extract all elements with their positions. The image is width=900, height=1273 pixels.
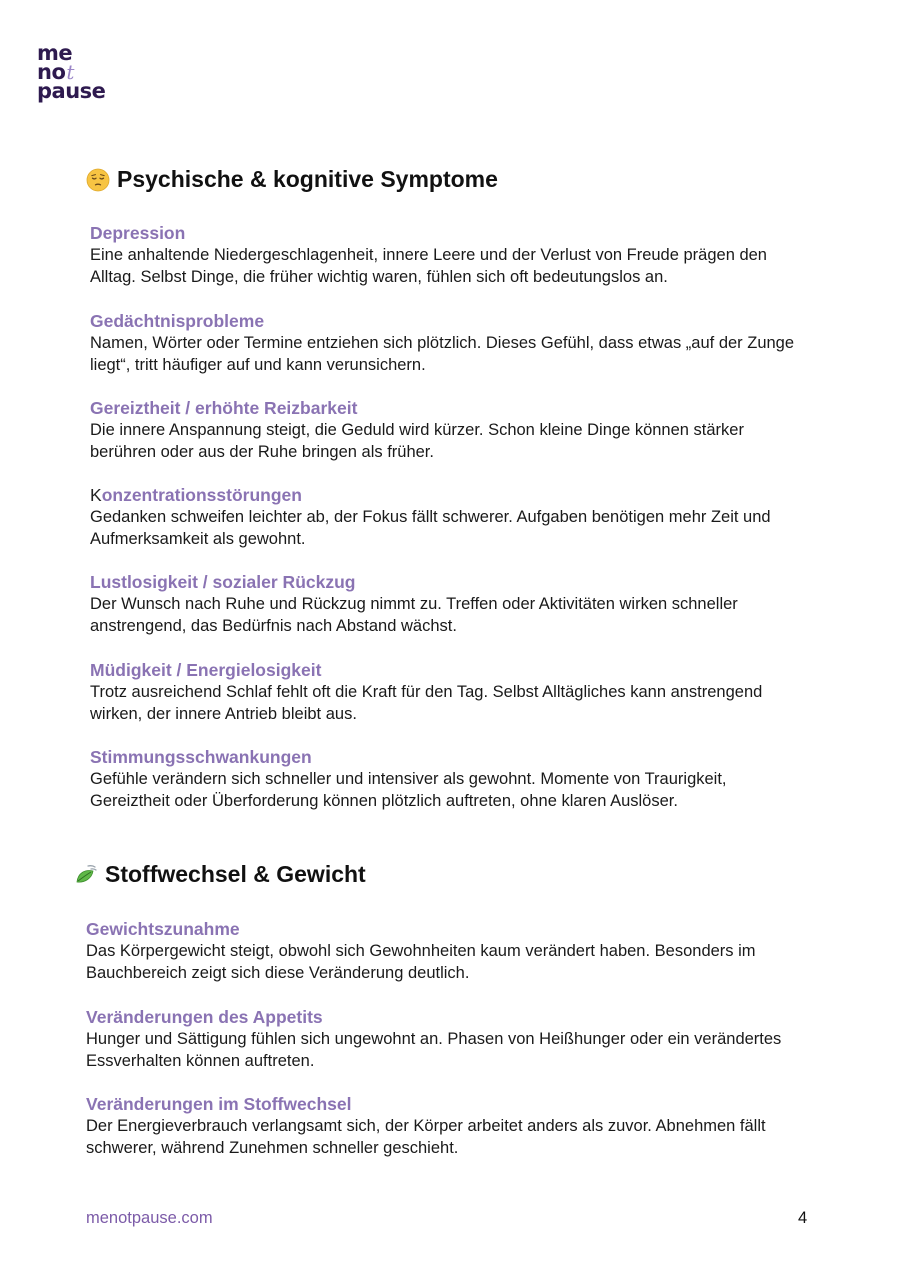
- symptom-description: Das Körpergewicht steigt, obwohl sich Gewohnheiten kaum verändert haben. Besonders im Bauchbereich zeigt sich diese Veränderung deutlich.: [86, 942, 756, 982]
- section-heading-stoffwechsel: [74, 861, 366, 888]
- symptom-title: Depression: [90, 223, 186, 243]
- page-number: 4: [798, 1209, 808, 1227]
- symptom-title: Gereiztheit / erhöhte Reizbarkeit: [90, 398, 358, 418]
- symptom-item: [90, 222, 810, 288]
- symptom-item: [90, 310, 810, 376]
- symptom-description: Der Energieverbrauch verlangsamt sich, der Körper arbeitet anders als zuvor. Abnehmen fällt schwerer, während Zunehmen schneller geschieht.: [86, 1117, 766, 1157]
- symptom-item: [90, 484, 810, 550]
- symptom-item: [90, 746, 810, 812]
- symptom-description: Gedanken schweifen leichter ab, der Fokus fällt schwerer. Aufgaben benötigen mehr Zeit und Aufmerksamkeit als gewohnt.: [90, 508, 771, 548]
- symptom-description: Die innere Anspannung steigt, die Geduld wird kürzer. Schon kleine Dinge können stärker berühren oder aus der Ruhe bringen als früher.: [90, 421, 744, 461]
- pensive-face-icon: [86, 168, 110, 192]
- symptom-title: Veränderungen des Appetits: [86, 1007, 323, 1027]
- symptom-item: [90, 659, 810, 725]
- symptom-title-rest: onzentrationsstörungen: [101, 485, 302, 505]
- leaf-wind-icon: [74, 863, 98, 887]
- symptom-title: Stimmungsschwankungen: [90, 747, 312, 767]
- symptom-item: [86, 1006, 806, 1072]
- symptom-description: Der Wunsch nach Ruhe und Rückzug nimmt zu. Treffen oder Aktivitäten wirken schneller anstrengend, das Bedürfnis nach Abstand wächst.: [90, 595, 738, 635]
- logo-line-1: me: [37, 41, 73, 65]
- brand-logo: [37, 41, 117, 103]
- symptom-item: [86, 918, 806, 984]
- logo-line-3: pause: [37, 79, 106, 103]
- symptom-item: [90, 571, 810, 637]
- symptom-description: Hunger und Sättigung fühlen sich ungewohnt an. Phasen von Heißhunger oder ein verändertes Essverhalten können auftreten.: [86, 1030, 782, 1070]
- symptom-item: [86, 1093, 806, 1159]
- symptom-item: [90, 397, 810, 463]
- symptom-description: Trotz ausreichend Schlaf fehlt oft die Kraft für den Tag. Selbst Alltägliches kann anstrengend wirken, der innere Antrieb bleibt aus.: [90, 683, 763, 723]
- symptom-description: Eine anhaltende Niedergeschlagenheit, innere Leere und der Verlust von Freude prägen den Alltag. Selbst Dinge, die früher wichtig waren, fühlen sich oft bedeutungslos an.: [90, 246, 767, 286]
- symptom-title: Veränderungen im Stoffwechsel: [86, 1094, 352, 1114]
- symptom-title: Gewichtszunahme: [86, 919, 240, 939]
- symptom-title: [90, 484, 810, 506]
- symptom-title-first-letter: K: [90, 485, 102, 505]
- symptom-title: Lustlosigkeit / sozialer Rückzug: [90, 572, 356, 592]
- symptom-title: Müdigkeit / Energielosigkeit: [90, 660, 322, 680]
- symptom-description: Gefühle verändern sich schneller und intensiver als gewohnt. Momente von Traurigkeit, Gereiztheit oder Überforderung können plötzlich auftreten, ohne klaren Auslöser.: [90, 770, 727, 810]
- section-heading-text: Psychische & kognitive Symptome: [117, 166, 498, 192]
- symptom-title: Gedächtnisprobleme: [90, 311, 265, 331]
- section-heading-text: Stoffwechsel & Gewicht: [105, 861, 366, 887]
- footer-website-link[interactable]: menotpause.com: [86, 1209, 213, 1227]
- section-heading-psychisch: [86, 166, 498, 193]
- logo-script-t: t: [66, 60, 74, 84]
- logo-line-2-text: no: [37, 60, 66, 84]
- symptom-description: Namen, Wörter oder Termine entziehen sich plötzlich. Dieses Gefühl, dass etwas „auf der Zunge liegt“, tritt häufiger auf und kann verunsichern.: [90, 334, 795, 374]
